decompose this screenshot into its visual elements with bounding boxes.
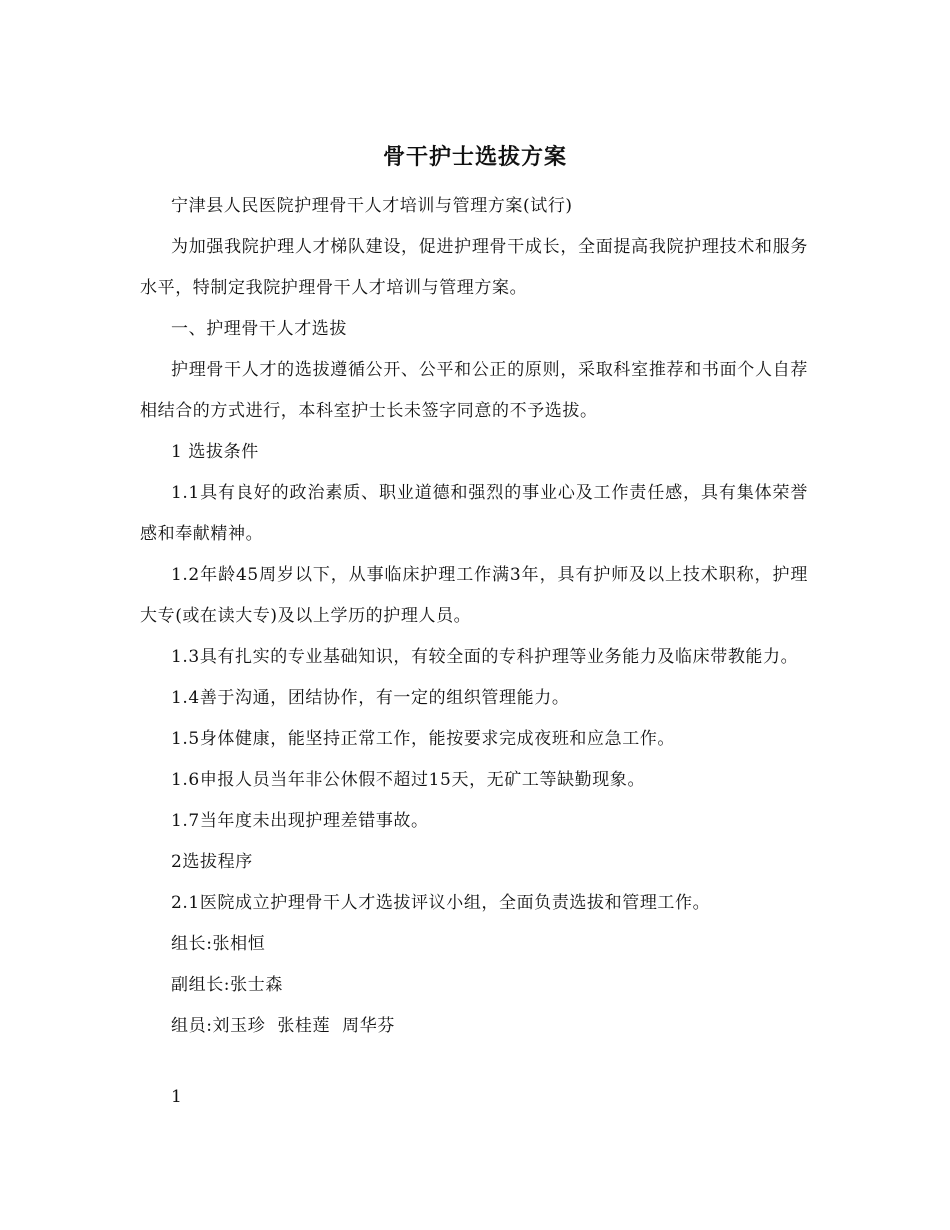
procedure-item-2-1: 2.1医院成立护理骨干人才选拔评议小组，全面负责选拔和管理工作。 xyxy=(171,893,711,913)
section-heading-selection: 一、护理骨干人才选拔 xyxy=(171,319,347,339)
condition-item-1-3: 1.3具有扎实的专业基础知识，有较全面的专科护理等业务能力及临床带教能力。 xyxy=(171,647,799,667)
paragraph-intro: 为加强我院护理人才梯队建设，促进护理骨干成长，全面提高我院护理技术和服务水平，特制定我院护理骨干人才培训与管理方案。 xyxy=(140,237,808,298)
team-leader: 组长:张相恒 xyxy=(171,934,266,954)
document-title: 骨干护士选拔方案 xyxy=(382,144,567,170)
condition-item-1-6: 1.6申报人员当年非公休假不超过15天，无矿工等缺勤现象。 xyxy=(171,770,646,790)
condition-item-1-2: 1.2年龄45周岁以下，从事临床护理工作满3年，具有护师及以上技术职称，护理大专(或在读大专)及以上学历的护理人员。 xyxy=(140,565,808,626)
document-body xyxy=(140,186,808,1047)
team-members: 组员:刘玉珍 张桂莲 周华芬 xyxy=(171,1016,395,1036)
subsection-heading-conditions: 1 选拔条件 xyxy=(171,442,259,462)
condition-item-1-7: 1.7当年度未出现护理差错事故。 xyxy=(171,811,429,831)
condition-item-1-1: 1.1具有良好的政治素质、职业道德和强烈的事业心及工作责任感，具有集体荣誉感和奉献精神。 xyxy=(140,483,808,544)
paragraph-subtitle: 宁津县人民医院护理骨干人才培训与管理方案(试行) xyxy=(171,196,573,216)
page-number: 1 xyxy=(171,1087,182,1107)
condition-item-1-4: 1.4善于沟通，团结协作，有一定的组织管理能力。 xyxy=(171,688,570,708)
condition-item-1-5: 1.5身体健康，能坚持正常工作，能按要求完成夜班和应急工作。 xyxy=(171,729,676,749)
team-deputy-leader: 副组长:张士森 xyxy=(171,975,283,995)
subsection-heading-procedure: 2选拔程序 xyxy=(171,852,253,872)
paragraph-selection-principle: 护理骨干人才的选拔遵循公开、公平和公正的原则，采取科室推荐和书面个人自荐相结合的方式进行，本科室护士长未签字同意的不予选拔。 xyxy=(140,360,808,421)
